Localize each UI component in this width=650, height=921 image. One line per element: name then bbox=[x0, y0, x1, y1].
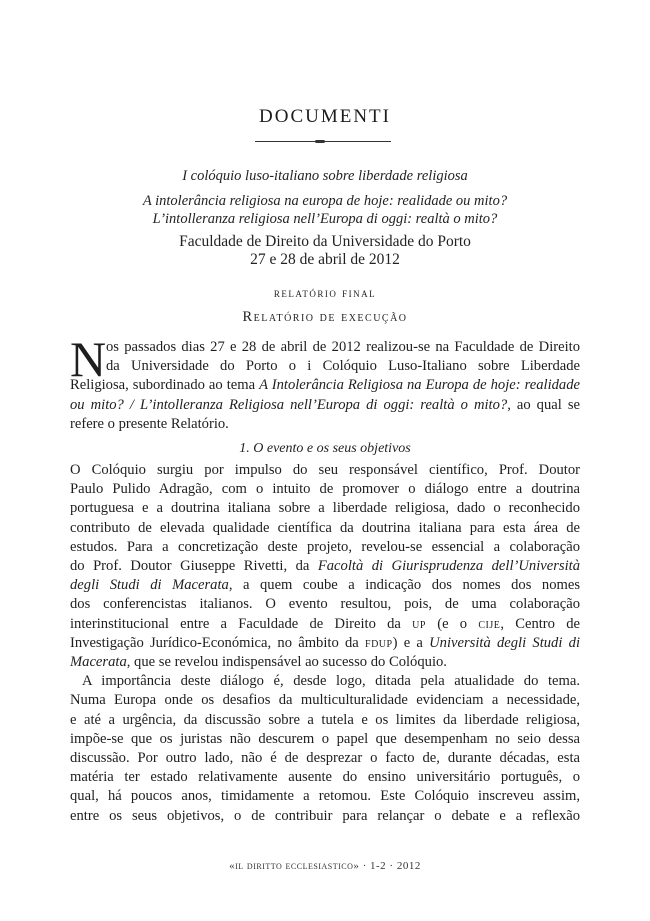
intro-line: os passados dias 27 e 28 de abril de 2012 realizou-se na Faculdade de Direito bbox=[106, 339, 580, 355]
text-line: Numa Europa onde os desafios da multiculturalidade evidenciam a necessidade, bbox=[70, 692, 580, 709]
text-line: discussão. Por outro lado, não é de desprezar o facto de, durante décadas, esta bbox=[70, 750, 580, 767]
text-line: qual, há poucos anos, timidamente a retomou. Este Colóquio inscreveu assim, bbox=[70, 788, 580, 805]
subtitle-italian: L’intolleranza religiosa nell’Europa di oggi: realtà o mito? bbox=[152, 211, 498, 227]
intro-line: ou mito? / L’intolleranza Religiosa nell’Europa di oggi: realtà o mito?, ao qual se bbox=[70, 396, 580, 413]
text-line: Paulo Pulido Adragão, com o intuito de promover o diálogo entre a doutrina bbox=[70, 481, 580, 498]
text-line: A importância deste diálogo é, desde logo, ditada pela atualidade do tema. bbox=[82, 673, 580, 690]
subtitle-portuguese: A intolerância religiosa na europa de hoje: realidade ou mito? bbox=[142, 193, 508, 209]
intro-line: Religiosa, subordinado ao tema A Intolerância Religiosa na Europa de hoje: realidade bbox=[70, 377, 580, 394]
text-line: contributo de elevada qualidade científica da doutrina italiana para esta área de bbox=[70, 519, 580, 536]
report-subheading: Relatório de execução bbox=[242, 309, 408, 325]
report-heading: relatório final bbox=[273, 285, 377, 300]
text-line: degli Studi di Macerata, a quem coube a indicação dos nomes dos nomes bbox=[70, 577, 580, 594]
text-line: impõe-se que os juristas não descurem o papel que desempenham no seio dessa bbox=[70, 730, 580, 747]
text-line: e até a urgência, da discussão sobre a tutela e os limites da liberdade religiosa, bbox=[70, 711, 580, 728]
text-line: O Colóquio surgiu por impulso do seu responsável científico, Prof. Doutor bbox=[70, 462, 580, 478]
text-line: estudos. Para a concretização deste projeto, revelou-se essencial a colaboração bbox=[70, 538, 580, 555]
text-line: portuguesa e a doutrina italiana sobre a liberdade religiosa, dado o reconhecido bbox=[70, 500, 580, 517]
text-line: entre os seus objetivos, o de contribuir para relançar o debate e a reflexão bbox=[70, 807, 580, 824]
text-line: Macerata, que se revelou indispensável ao sucesso do Colóquio. bbox=[70, 654, 447, 671]
text-line: matéria ter estado relativamente ausente do ensino universitário português, o bbox=[70, 769, 580, 786]
section-title: DOCUMENTI bbox=[259, 106, 391, 127]
text-line: interinstitucional entre a Faculdade de Direito da up (e o cije, Centro de bbox=[70, 615, 580, 632]
ornamental-rule bbox=[255, 141, 391, 142]
intro-line: da Universidade do Porto o i Colóquio Luso-Italiano sobre Liberdade bbox=[106, 358, 580, 375]
venue: Faculdade de Direito da Universidade do Porto bbox=[179, 233, 471, 250]
body-text bbox=[70, 461, 580, 826]
text-line: Investigação Jurídico-Económica, no âmbito da fdup) e a Università degli Studi di bbox=[70, 634, 581, 651]
section-heading: 1. O evento e os seus objetivos bbox=[239, 441, 411, 456]
drop-cap: N bbox=[70, 331, 107, 387]
running-footer: «il diritto ecclesiastico» · 1-2 · 2012 bbox=[229, 860, 421, 872]
colloquium-title: I colóquio luso-italiano sobre liberdade religiosa bbox=[182, 168, 468, 184]
intro-line: refere o presente Relatório. bbox=[70, 415, 229, 432]
dates: 27 e 28 de abril de 2012 bbox=[250, 251, 400, 268]
text-line: dos conferencistas italianos. O evento resultou, pois, de uma colaboração bbox=[70, 596, 580, 613]
intro-paragraph bbox=[70, 331, 580, 434]
text-line: do Prof. Doutor Giuseppe Rivetti, da Facoltà di Giurisprudenza dell’Università bbox=[70, 558, 580, 575]
